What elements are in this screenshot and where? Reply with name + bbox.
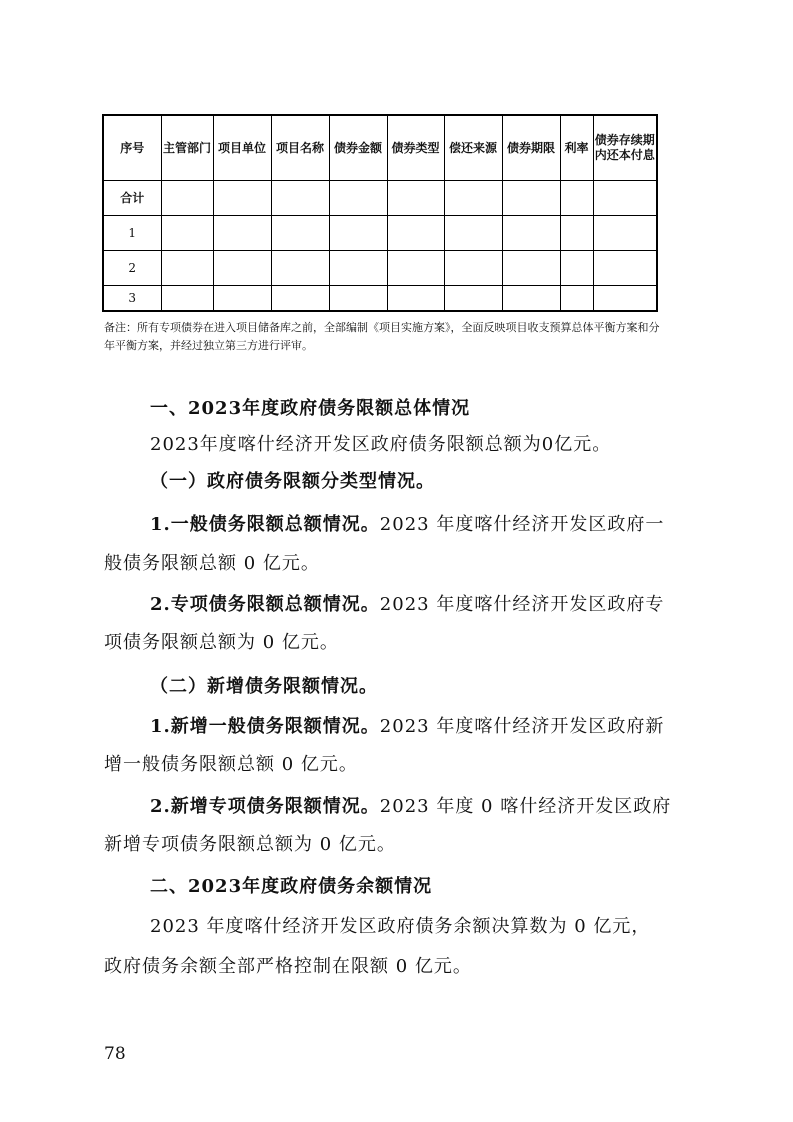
table-note: 备注：所有专项债券在进入项目储备库之前，全部编制《项目实施方案》，全面反映项目收支预算总体平衡方案和分年平衡方案，并经过独立第三方进行评审。 [104, 321, 660, 352]
header-cell: 项目名称 [271, 115, 329, 181]
paragraph-text: 2023 年度喀什经济开发区政府专 [379, 594, 665, 615]
paragraph [150, 590, 664, 616]
header-cell: 序号 [103, 115, 161, 181]
paragraph-lead: 1.一般债务限额总额情况。 [150, 514, 380, 535]
paragraph-text: 2023 年度 0 喀什经济开发区政府 [379, 796, 672, 817]
header-cell: 项目单位 [213, 115, 271, 181]
table-row [103, 286, 657, 312]
row-number: 1 [103, 216, 161, 251]
table-cell [329, 286, 387, 312]
total-label: 合计 [103, 181, 161, 216]
paragraph [150, 712, 664, 738]
table-cell [213, 286, 271, 312]
table-row [103, 251, 657, 286]
subsection-heading-1: （一）政府债务限额分类型情况。 [150, 471, 435, 492]
paragraph [150, 510, 664, 536]
paragraph-continuation: 新增专项债务限额总额为 0 亿元。 [104, 834, 396, 855]
table-cell [271, 286, 329, 312]
header-cell: 债券金额 [329, 115, 387, 181]
paragraph-continuation: 增一般债务限额总额 0 亿元。 [104, 754, 358, 775]
subsection-heading-2: （二）新增债务限额情况。 [150, 676, 378, 697]
table-cell [560, 181, 593, 216]
table-cell [213, 181, 271, 216]
table-cell [444, 216, 502, 251]
table-cell [502, 251, 560, 286]
table-cell [502, 286, 560, 312]
header-cell: 主管部门 [161, 115, 213, 181]
table-cell [387, 181, 444, 216]
debt-project-table [102, 114, 658, 312]
paragraph: 2023 年度喀什经济开发区政府债务余额决算数为 0 亿元， [150, 916, 651, 937]
header-cell: 偿还来源 [444, 115, 502, 181]
table-cell [387, 286, 444, 312]
table-cell [161, 181, 213, 216]
table-cell [161, 216, 213, 251]
table-cell [560, 286, 593, 312]
table-cell [271, 181, 329, 216]
table-cell [502, 216, 560, 251]
paragraph [150, 792, 671, 818]
paragraph-continuation: 政府债务余额全部严格控制在限额 0 亿元。 [104, 956, 472, 977]
table-cell [329, 181, 387, 216]
table-cell [444, 286, 502, 312]
table-cell [329, 216, 387, 251]
header-cell: 债券类型 [387, 115, 444, 181]
page-number: 78 [104, 1044, 126, 1064]
table-cell [502, 181, 560, 216]
table-cell [593, 181, 657, 216]
table-cell [444, 251, 502, 286]
paragraph: 2023年度喀什经济开发区政府债务限额总额为0亿元。 [150, 434, 612, 455]
table-cell [161, 286, 213, 312]
table-cell [387, 216, 444, 251]
table-cell [444, 181, 502, 216]
header-cell: 债券存续期内还本付息 [593, 115, 657, 181]
row-number: 2 [103, 251, 161, 286]
section-heading-2: 二、2023年度政府债务余额情况 [150, 876, 433, 897]
paragraph-lead: 1.新增一般债务限额情况。 [150, 716, 380, 737]
paragraph-text: 2023 年度喀什经济开发区政府新 [379, 716, 665, 737]
table-cell [213, 216, 271, 251]
table-cell [593, 251, 657, 286]
table-row [103, 181, 657, 216]
table-cell [161, 251, 213, 286]
table-cell [387, 251, 444, 286]
paragraph-continuation: 般债务限额总额 0 亿元。 [104, 553, 320, 574]
paragraph-lead: 2.新增专项债务限额情况。 [150, 796, 380, 817]
table-cell [329, 251, 387, 286]
table-cell [271, 251, 329, 286]
header-cell: 利率 [560, 115, 593, 181]
table-cell [560, 216, 593, 251]
table-row [103, 216, 657, 251]
table-cell [213, 251, 271, 286]
row-number: 3 [103, 286, 161, 312]
table-cell [593, 286, 657, 312]
paragraph-text: 2023 年度喀什经济开发区政府一 [379, 514, 665, 535]
paragraph-continuation: 项债务限额总额为 0 亿元。 [104, 632, 339, 653]
table-cell [560, 251, 593, 286]
table-header-row [103, 115, 657, 181]
table-cell [271, 216, 329, 251]
section-heading-1: 一、2023年度政府债务限额总体情况 [150, 398, 471, 419]
header-cell: 债券期限 [502, 115, 560, 181]
paragraph-lead: 2.专项债务限额总额情况。 [150, 594, 380, 615]
table-cell [593, 216, 657, 251]
